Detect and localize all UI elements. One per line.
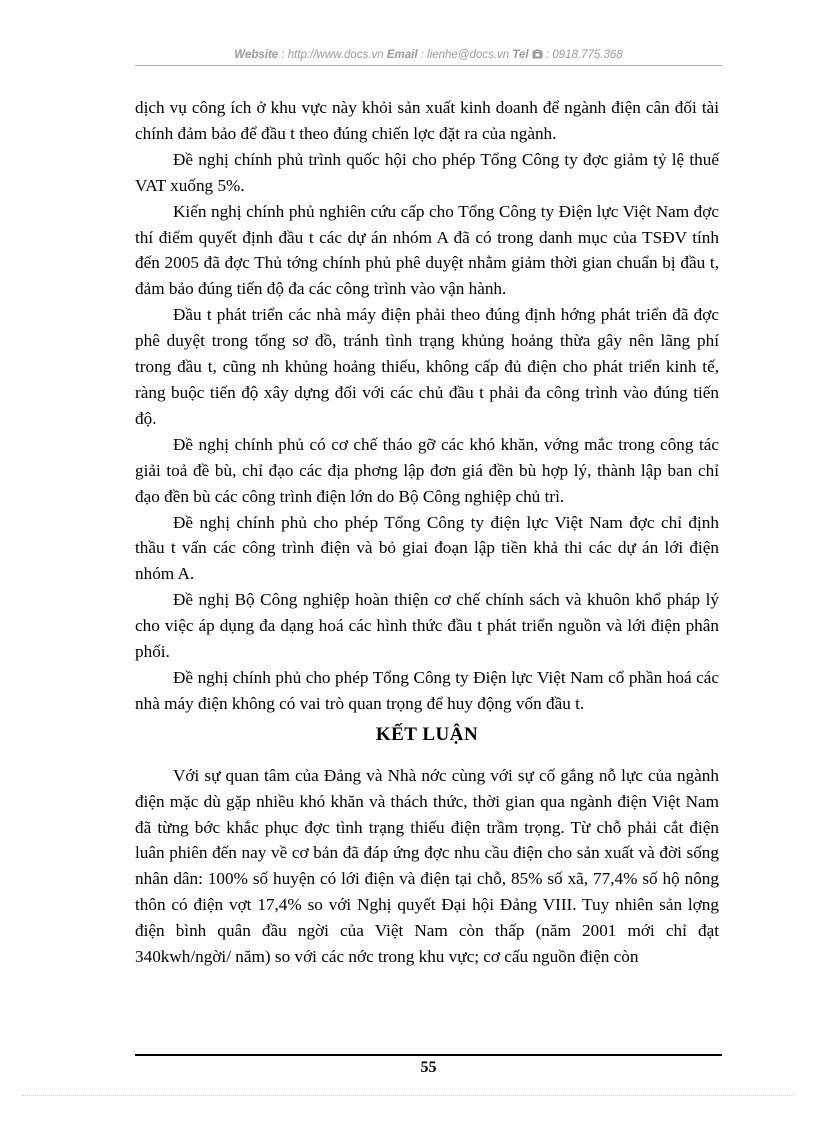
paragraph: Đề nghị chính phủ có cơ chế tháo gỡ các khó khăn, vớng mắc trong công tác giải toả đề bù, chỉ đạo các địa phơng lập đơn giá đền bù hợp lý, thành lập ban chỉ đạo đền bù các công trình điện lớn do Bộ Công nghiệp chủ trì.: [135, 434, 719, 506]
tel-label: Tel: [512, 49, 529, 61]
website-label: Website: [234, 49, 279, 61]
tel-value: : 0918.775.368: [545, 49, 623, 61]
email-label: Email: [386, 49, 418, 61]
footer-divider: [135, 1054, 722, 1056]
paragraph: Đề nghị chính phủ trình quốc hội cho phép Tổng Công ty đợc giảm tỷ lệ thuế VAT xuống 5%.: [135, 149, 719, 195]
header-divider: [135, 65, 722, 66]
paragraph: Đề nghị Bộ Công nghiệp hoàn thiện cơ chế chính sách và khuôn khổ pháp lý cho việc áp dụng đa dạng hoá các hình thức đầu t phát triển nguồn và lới điện phân phối.: [135, 590, 719, 662]
phone-icon: [532, 49, 546, 61]
page-body: [135, 95, 719, 970]
paragraph: Đề nghị chính phủ cho phép Tổng Công ty điện lực Việt Nam đợc chỉ định thầu t vấn các công trình điện và bỏ giai đoạn lập tiền khả thi các dự án lới điện nhóm A.: [135, 512, 719, 584]
page-edge-divider: [22, 1095, 794, 1096]
section-heading: KẾT LUẬN: [375, 723, 479, 745]
paragraph: dịch vụ công ích ở khu vực này khỏi sản xuất kinh doanh để ngành điện cân đối tài chính đảm bảo để đầu t theo đúng chiến lợc đặt ra của ngành.: [135, 98, 719, 143]
website-value: : http://www.docs.vn: [281, 49, 384, 61]
page-number: 55: [420, 1059, 437, 1076]
paragraph: Đầu t phát triển các nhà máy điện phải theo đúng định hớng phát triển đã đợc phê duyệt trong tổng sơ đồ, tránh tình trạng khủng hoảng thừa gây nên lãng phí trong đầu t, cũng nh khủng hoảng thiếu, không cấp đủ điện cho phát triển kinh tế, ràng buộc tiến độ xây dựng đối với các chủ đầu t phải đa công trình vào đúng tiến độ.: [135, 305, 719, 428]
email-value: : lienhe@docs.vn: [420, 49, 510, 61]
page-header: [135, 49, 722, 61]
paragraph: Kiến nghị chính phủ nghiên cứu cấp cho Tổng Công ty Điện lực Việt Nam đợc thí điểm quyết định đầu t các dự án nhóm A đã có trong danh mục của TSĐV tính đến 2005 đã đợc Thủ tớng chính phủ phê duyệt nhằm giảm thời gian chuẩn bị đầu t, đảm bảo đúng tiến độ đa các công trình vào vận hành.: [135, 201, 719, 299]
conclusion-paragraph: Với sự quan tâm của Đảng và Nhà nớc cùng với sự cố gắng nỗ lực của ngành điện mặc dù gặp nhiều khó khăn và thách thức, thời gian qua ngành điện Việt Nam đã từng bớc khắc phục đợc tình trạng thiếu điện trầm trọng. Từ chỗ phải cắt điện luân phiên đến nay về cơ bản đã đáp ứng đợc nhu cầu điện cho sản xuất và đời sống nhân dân: 100% số huyện có lới điện và điện tại chỗ, 85% số xã, 77,4% số hộ nông thôn có điện vợt 17,4% so với Nghị quyết Đại hội Đảng VIII. Tuy nhiên sản lợng điện bình quân đầu ngời của Việt Nam còn thấp (năm 2001 mới chỉ đạt 340kwh/ngời/ năm) so với các nớc trong khu vực; cơ cấu nguồn điện còn: [135, 765, 719, 967]
paragraph: Đề nghị chính phủ cho phép Tổng Công ty Điện lực Việt Nam cổ phần hoá các nhà máy điện không có vai trò quan trọng để huy động vốn đầu t.: [135, 667, 719, 713]
